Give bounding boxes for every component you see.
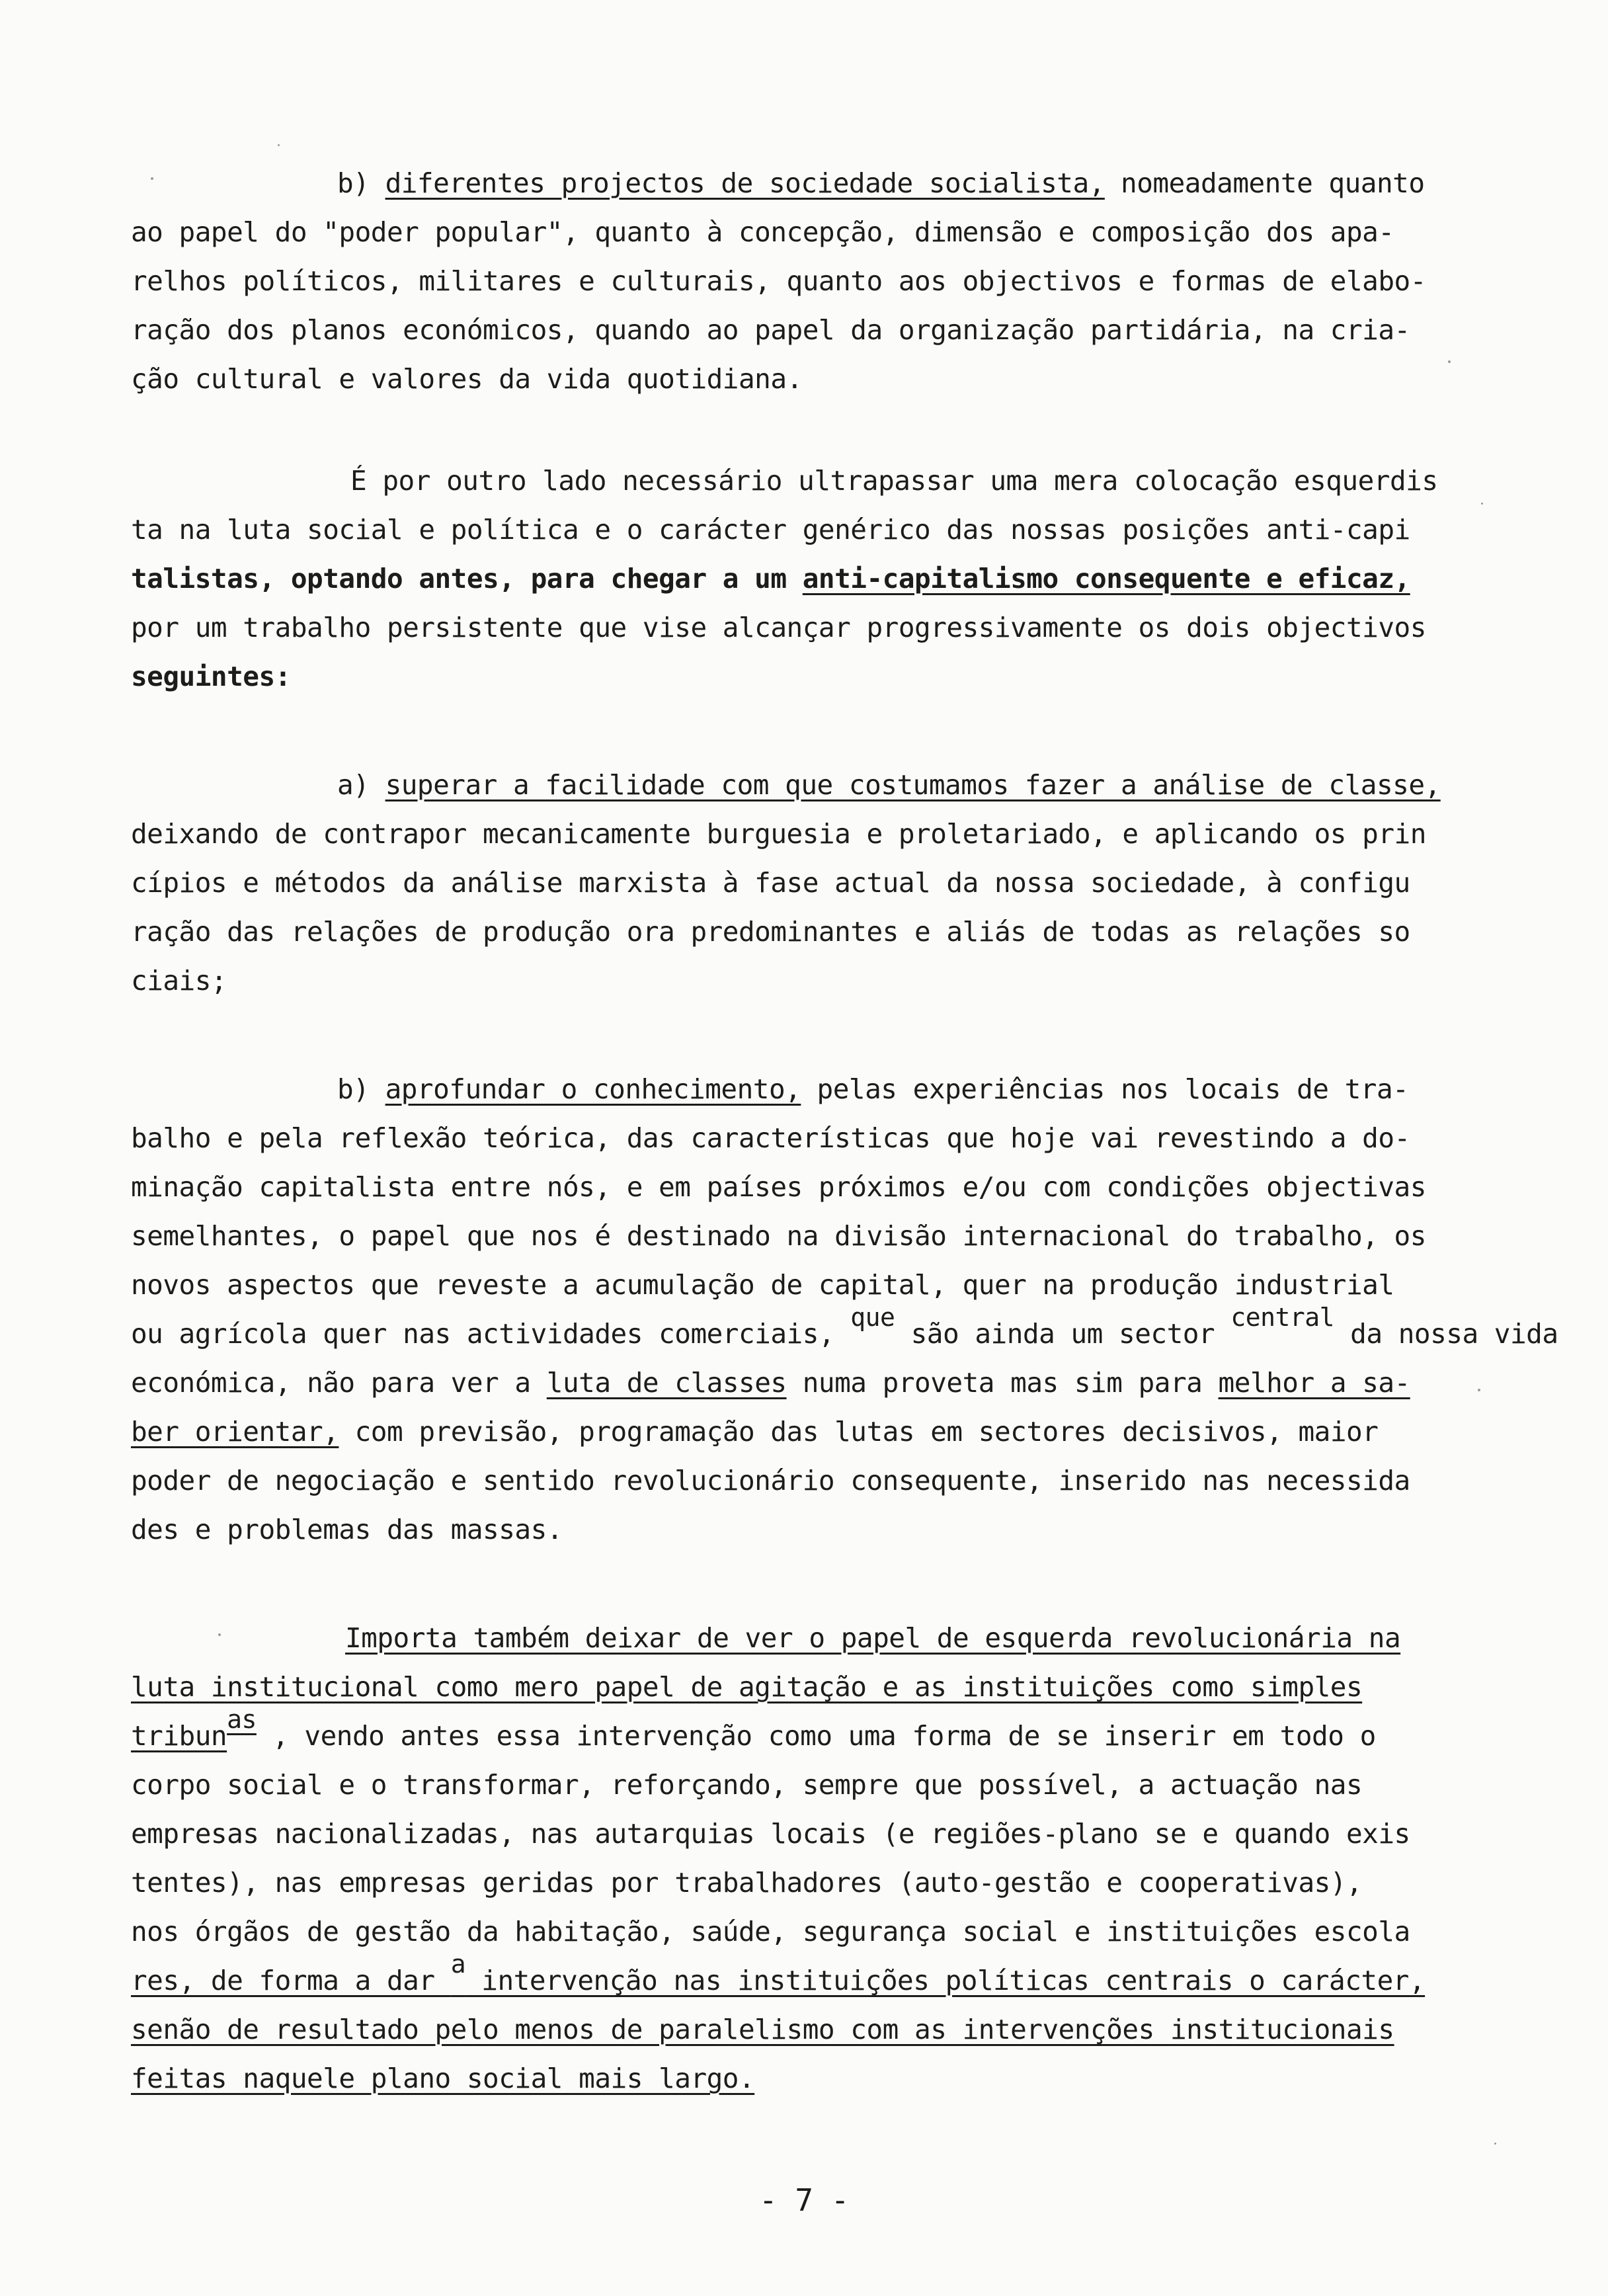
text-line: feitas naquele plano social mais largo. (131, 2063, 755, 2094)
scan-speck (1448, 360, 1451, 363)
text-line: económica, não para ver a luta de classes numa proveta mas sim para melhor a sa- (131, 1367, 1410, 1399)
insertion-as: as (227, 1705, 257, 1734)
scan-speck (278, 144, 280, 146)
text-line: por um trabalho persistente que vise alcançar progressivamente os dois objectivos (131, 612, 1426, 643)
text-line: nos órgãos de gestão da habitação, saúde, segurança social e instituições escola (131, 1916, 1410, 1948)
text-line: ção cultural e valores da vida quotidiana. (131, 363, 803, 395)
text-line: minação capitalista entre nós, e em países próximos e/ou com condições objectivas (131, 1171, 1426, 1203)
text-line: a) superar a facilidade com que costumamos fazer a análise de classe, (337, 769, 1441, 801)
scan-speck (1481, 503, 1483, 505)
text-line: b) aprofundar o conhecimento, pelas experiências nos locais de tra- (337, 1073, 1409, 1105)
paragraph-4 (131, 1065, 1558, 1554)
text-line: corpo social e o transformar, reforçando, sempre que possível, a actuação nas (131, 1769, 1363, 1801)
paragraph-5 (131, 1614, 1473, 2103)
scan-speck (218, 1633, 221, 1636)
page-number: - 7 - (759, 2182, 849, 2218)
text-line: ou agrícola quer nas actividades comerciais, que são ainda um sector central da nossa vida (131, 1303, 1558, 1350)
text-line: ber orientar, com previsão, programação das lutas em sectores decisivos, maior (131, 1416, 1379, 1448)
paragraph-2 (131, 456, 1473, 701)
text-line: semelhantes, o papel que nos é destinado na divisão internacional do trabalho, os (131, 1220, 1426, 1252)
scan-speck (1494, 2143, 1496, 2145)
paragraph-1 (131, 159, 1473, 403)
text-line: ta na luta social e política e o carácter genérico das nossas posições anti-capi (131, 514, 1410, 546)
text-line: senão de resultado pelo menos de paralelismo com as intervenções institucionais (131, 2014, 1394, 2045)
text-line: relhos políticos, militares e culturais, quanto aos objectivos e formas de elabo- (131, 265, 1426, 297)
insertion-central: central (1230, 1303, 1334, 1332)
insertion-que: que (850, 1303, 895, 1332)
text-line: cípios e métodos da análise marxista à fase actual da nossa sociedade, à configu (131, 867, 1410, 899)
scan-speck (1478, 1389, 1480, 1391)
text-line: balho e pela reflexão teórica, das características que hoje vai revestindo a do- (131, 1122, 1410, 1154)
text-line: tribunas , vendo antes essa intervenção como uma forma de se inserir em todo o (131, 1705, 1376, 1752)
text-line: novos aspectos que reveste a acumulação de capital, quer na produção industrial (131, 1269, 1394, 1301)
text-line: Importa também deixar de ver o papel de esquerda revolucionária na (345, 1622, 1401, 1654)
text-line: É por outro lado necessário ultrapassar uma mera colocação esquerdis (350, 465, 1438, 497)
text-line: res, de forma a dar a intervenção nas instituições políticas centrais o carácter, (131, 1949, 1426, 1996)
insertion-a: a (450, 1949, 466, 1979)
text-line: empresas nacionalizadas, nas autarquias locais (e regiões-plano se e quando exis (131, 1818, 1410, 1850)
text-line: ração das relações de produção ora predominantes e aliás de todas as relações so (131, 916, 1410, 948)
scan-speck (151, 177, 153, 180)
text-line: poder de negociação e sentido revolucionário consequente, inserido nas necessida (131, 1465, 1410, 1496)
text-line: ao papel do "poder popular", quanto à concepção, dimensão e composição dos apa- (131, 216, 1394, 248)
text-line: deixando de contrapor mecanicamente burguesia e proletariado, e aplicando os prin (131, 818, 1426, 850)
text-line: b) diferentes projectos de sociedade socialista, nomeadamente quanto (337, 167, 1425, 199)
text-line: talistas, optando antes, para chegar a um anti-capitalismo consequente e eficaz, (131, 563, 1410, 594)
text-line: ração dos planos económicos, quando ao papel da organização partidária, na cria- (131, 314, 1410, 346)
text-line: tentes), nas empresas geridas por trabalhadores (auto-gestão e cooperativas), (131, 1867, 1363, 1899)
text-line: luta institucional como mero papel de agitação e as instituições como simples (131, 1671, 1363, 1703)
text-line: ciais; (131, 965, 227, 997)
paragraph-3 (131, 760, 1473, 1005)
text-line: seguintes: (131, 661, 291, 692)
text-line: des e problemas das massas. (131, 1514, 563, 1545)
